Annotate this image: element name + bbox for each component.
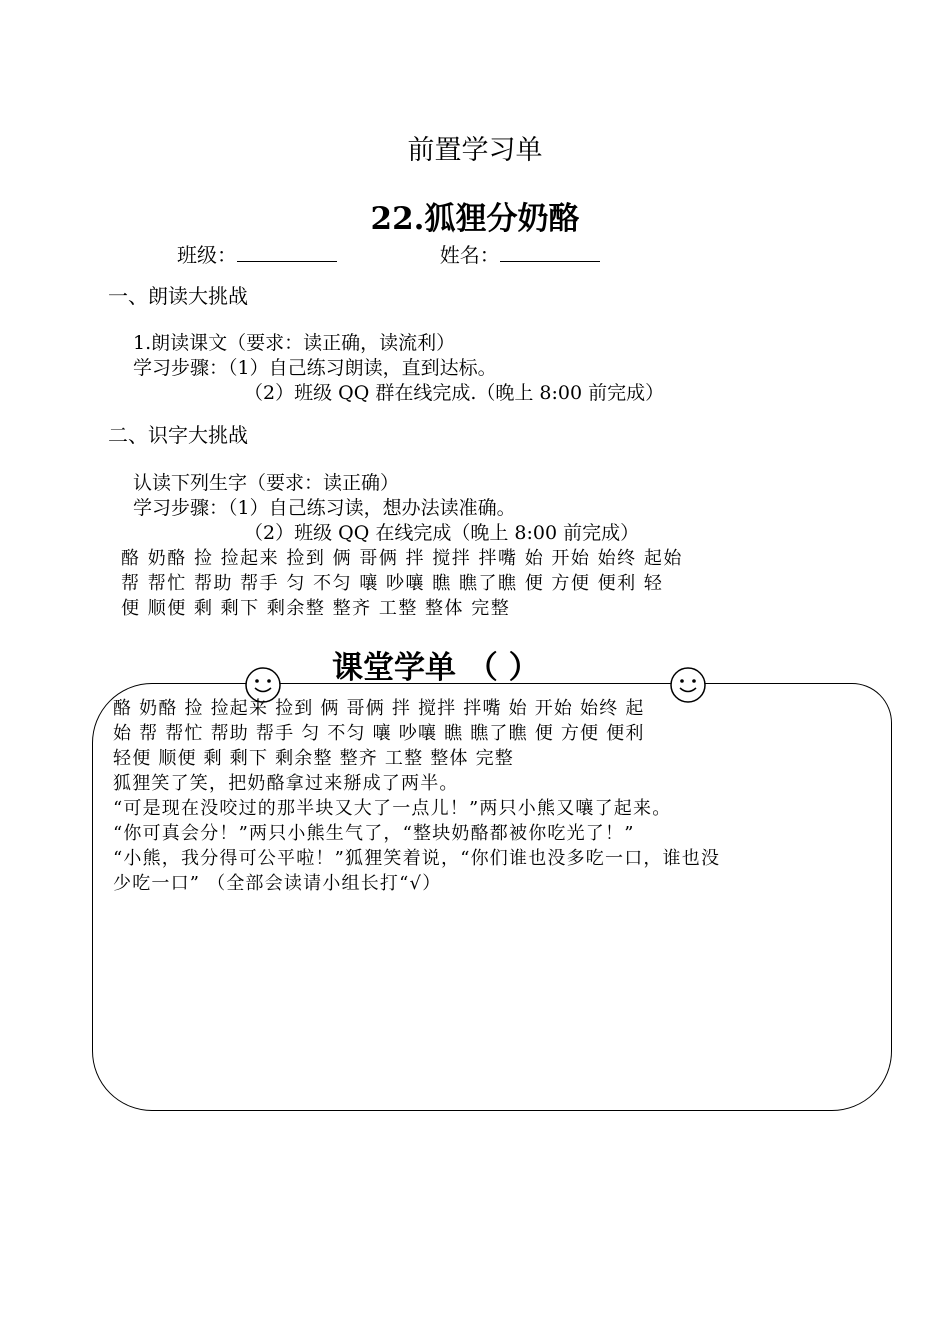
- section-heading-reading: 一、朗读大挑战: [108, 284, 248, 308]
- section-heading-characters: 二、识字大挑战: [108, 423, 248, 447]
- classroom-line: “小熊，我分得可公平啦！”狐狸笑着说，“你们谁也没多吃一口，谁也没: [113, 848, 721, 869]
- class-label: 班级：: [177, 243, 237, 267]
- class-blank[interactable]: [237, 241, 337, 262]
- characters-step-2: （2）班级 QQ 在线完成（晚上 8:00 前完成）: [244, 522, 640, 544]
- smiley-face-icon: [669, 666, 707, 704]
- character-list-line: 酪 奶酪 捡 捡起来 捡到 俩 哥俩 拌 搅拌 拌嘴 始 开始 始终 起始: [121, 548, 683, 569]
- name-label: 姓名：: [439, 243, 500, 267]
- student-info-row: [177, 241, 600, 269]
- document-title: 前置学习单: [407, 135, 543, 166]
- reading-requirement: 1.朗读课文（要求：读正确，读流利）: [133, 332, 456, 354]
- classroom-line: 轻便 顺便 剩 剩下 剩余整 整齐 工整 整体 完整: [113, 748, 514, 769]
- characters-step-1: 学习步骤：（1）自己练习读，想办法读准确。: [133, 497, 516, 519]
- character-list-line: 帮 帮忙 帮助 帮手 匀 不匀 嚷 吵嚷 瞧 瞧了瞧 便 方便 便利 轻: [121, 573, 664, 594]
- characters-requirement: 认读下列生字（要求：读正确）: [133, 472, 400, 494]
- classroom-line: 酪 奶酪 捡 捡起来 捡到 俩 哥俩 拌 搅拌 拌嘴 始 开始 始终 起: [113, 698, 645, 719]
- classroom-line: “可是现在没咬过的那半块又大了一点儿！”两只小熊又嚷了起来。: [113, 798, 672, 819]
- classroom-line: “你可真会分！”两只小熊生气了，“整块奶酪都被你吃光了！”: [113, 823, 635, 844]
- reading-step-1: 学习步骤：（1）自己练习朗读，直到达标。: [133, 357, 497, 379]
- classroom-line: 少吃一口” （全部会读请小组长打“√）: [113, 873, 442, 894]
- character-list-line: 便 顺便 剩 剩下 剩余整 整齐 工整 整体 完整: [121, 598, 511, 619]
- lesson-title: 22.狐狸分奶酪: [370, 201, 580, 237]
- reading-step-2: （2）班级 QQ 群在线完成.（晚上 8:00 前完成）: [244, 382, 665, 404]
- classroom-title: 课堂学单 （ ）: [332, 650, 540, 686]
- classroom-line: 狐狸笑了笑，把奶酪拿过来掰成了两半。: [113, 773, 459, 794]
- classroom-line: 始 帮 帮忙 帮助 帮手 匀 不匀 嚷 吵嚷 瞧 瞧了瞧 便 方便 便利: [113, 723, 645, 744]
- name-blank[interactable]: [500, 241, 600, 262]
